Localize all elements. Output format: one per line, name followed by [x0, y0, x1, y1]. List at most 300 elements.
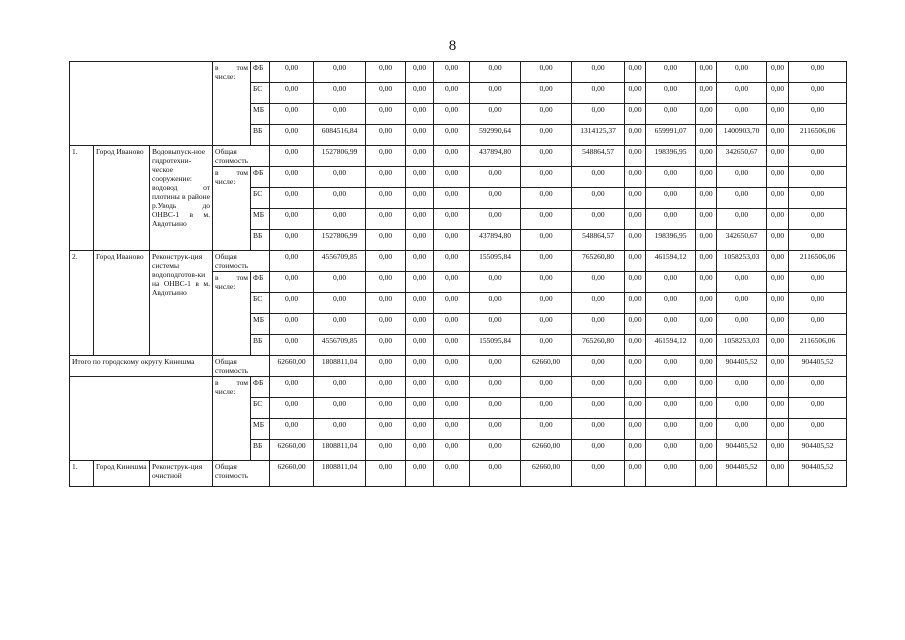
- value-cell: 0,00: [717, 419, 767, 440]
- value-cell: 0,00: [366, 125, 406, 146]
- value-cell: 0,00: [270, 125, 314, 146]
- value-cell: 0,00: [767, 314, 789, 335]
- value-cell: 0,00: [366, 167, 406, 188]
- value-cell: 0,00: [625, 251, 646, 272]
- value-cell: 0,00: [270, 83, 314, 104]
- value-cell: 1808811,04: [314, 440, 366, 461]
- value-cell: 0,00: [696, 440, 717, 461]
- value-cell: 0,00: [767, 251, 789, 272]
- value-cell: 0,00: [434, 62, 470, 83]
- value-cell: 904405,52: [789, 440, 847, 461]
- value-cell: 0,00: [434, 335, 470, 356]
- value-cell: 659991,07: [646, 125, 696, 146]
- value-cell: 62660,00: [521, 461, 572, 487]
- value-cell: 0,00: [434, 398, 470, 419]
- value-cell: 0,00: [572, 62, 625, 83]
- value-cell: 0,00: [625, 335, 646, 356]
- value-cell: 0,00: [366, 251, 406, 272]
- value-cell: 0,00: [646, 440, 696, 461]
- value-cell: 0,00: [521, 419, 572, 440]
- value-cell: 6084516,84: [314, 125, 366, 146]
- value-cell: 0,00: [646, 167, 696, 188]
- value-cell: 0,00: [767, 104, 789, 125]
- value-cell: 0,00: [767, 461, 789, 487]
- value-cell: 0,00: [696, 461, 717, 487]
- source-label: ФБ: [251, 377, 270, 398]
- value-cell: 0,00: [767, 377, 789, 398]
- value-cell: 0,00: [366, 209, 406, 230]
- value-cell: 0,00: [470, 188, 521, 209]
- including-label: в том числе:: [213, 167, 251, 251]
- including-label: в том числе:: [213, 272, 251, 356]
- value-cell: 0,00: [406, 83, 434, 104]
- value-cell: 0,00: [314, 104, 366, 125]
- value-cell: 0,00: [767, 125, 789, 146]
- value-cell: 0,00: [470, 104, 521, 125]
- value-cell: 461594,12: [646, 251, 696, 272]
- value-cell: 0,00: [406, 209, 434, 230]
- value-cell: 0,00: [366, 335, 406, 356]
- value-cell: 0,00: [646, 314, 696, 335]
- value-cell: 0,00: [646, 188, 696, 209]
- value-cell: 0,00: [625, 104, 646, 125]
- value-cell: 0,00: [625, 62, 646, 83]
- source-label: БС: [251, 398, 270, 419]
- source-label: БС: [251, 83, 270, 104]
- value-cell: 0,00: [717, 167, 767, 188]
- value-cell: 0,00: [470, 293, 521, 314]
- value-cell: 0,00: [572, 440, 625, 461]
- value-cell: 0,00: [789, 398, 847, 419]
- including-label: в том числе:: [213, 377, 251, 461]
- total-cost-label: Общая стоимость: [213, 356, 270, 377]
- value-cell: 1527806,99: [314, 230, 366, 251]
- value-cell: 0,00: [406, 314, 434, 335]
- value-cell: 0,00: [406, 398, 434, 419]
- value-cell: 0,00: [696, 125, 717, 146]
- value-cell: 0,00: [625, 188, 646, 209]
- value-cell: 0,00: [521, 209, 572, 230]
- value-cell: 0,00: [434, 146, 470, 167]
- value-cell: 0,00: [434, 293, 470, 314]
- value-cell: 0,00: [789, 62, 847, 83]
- value-cell: 0,00: [366, 377, 406, 398]
- source-label: ФБ: [251, 167, 270, 188]
- value-cell: 0,00: [646, 83, 696, 104]
- value-cell: 0,00: [572, 314, 625, 335]
- item-number: 2.: [70, 251, 94, 356]
- value-cell: 0,00: [767, 356, 789, 377]
- value-cell: 2116506,06: [789, 335, 847, 356]
- value-cell: 0,00: [406, 335, 434, 356]
- value-cell: 0,00: [646, 209, 696, 230]
- value-cell: 0,00: [717, 377, 767, 398]
- value-cell: 0,00: [625, 83, 646, 104]
- value-cell: 0,00: [696, 209, 717, 230]
- value-cell: 0,00: [625, 356, 646, 377]
- value-cell: 4556709,85: [314, 251, 366, 272]
- value-cell: 0,00: [717, 62, 767, 83]
- value-cell: 0,00: [406, 251, 434, 272]
- value-cell: 0,00: [789, 209, 847, 230]
- table-row: [70, 461, 847, 487]
- value-cell: 0,00: [625, 209, 646, 230]
- value-cell: 0,00: [470, 167, 521, 188]
- value-cell: 0,00: [270, 230, 314, 251]
- value-cell: 904405,52: [717, 356, 767, 377]
- value-cell: 0,00: [434, 251, 470, 272]
- value-cell: 0,00: [434, 356, 470, 377]
- value-cell: 0,00: [470, 377, 521, 398]
- value-cell: 0,00: [646, 419, 696, 440]
- value-cell: 0,00: [270, 314, 314, 335]
- item-number: 1.: [70, 461, 94, 487]
- value-cell: 0,00: [572, 461, 625, 487]
- value-cell: 0,00: [406, 188, 434, 209]
- value-cell: 0,00: [789, 104, 847, 125]
- page-number: 8: [448, 38, 457, 54]
- value-cell: 437894,80: [470, 230, 521, 251]
- value-cell: 0,00: [434, 272, 470, 293]
- value-cell: 0,00: [521, 230, 572, 251]
- value-cell: 461594,12: [646, 335, 696, 356]
- value-cell: 0,00: [314, 377, 366, 398]
- value-cell: 0,00: [270, 251, 314, 272]
- value-cell: 0,00: [521, 377, 572, 398]
- value-cell: 548864,57: [572, 146, 625, 167]
- value-cell: 62660,00: [521, 440, 572, 461]
- value-cell: 0,00: [625, 440, 646, 461]
- value-cell: 0,00: [406, 167, 434, 188]
- value-cell: 0,00: [696, 314, 717, 335]
- value-cell: 0,00: [767, 83, 789, 104]
- value-cell: 342650,67: [717, 230, 767, 251]
- value-cell: 0,00: [717, 293, 767, 314]
- value-cell: 0,00: [646, 62, 696, 83]
- table-row: [70, 251, 847, 272]
- value-cell: 0,00: [696, 272, 717, 293]
- value-cell: 0,00: [521, 293, 572, 314]
- item-object: Реконструк-ция системы водоподготов-ки на ОНВС-1 в м. Авдотьино: [150, 251, 213, 356]
- value-cell: 0,00: [767, 62, 789, 83]
- value-cell: 0,00: [625, 125, 646, 146]
- value-cell: 0,00: [767, 146, 789, 167]
- value-cell: 0,00: [470, 419, 521, 440]
- value-cell: 0,00: [434, 230, 470, 251]
- value-cell: 0,00: [696, 230, 717, 251]
- value-cell: 0,00: [646, 398, 696, 419]
- source-label: МБ: [251, 104, 270, 125]
- value-cell: 0,00: [406, 356, 434, 377]
- value-cell: 0,00: [767, 230, 789, 251]
- value-cell: 0,00: [572, 398, 625, 419]
- value-cell: 0,00: [470, 209, 521, 230]
- value-cell: 0,00: [366, 419, 406, 440]
- value-cell: 0,00: [696, 377, 717, 398]
- value-cell: 0,00: [314, 398, 366, 419]
- value-cell: 0,00: [767, 335, 789, 356]
- value-cell: 0,00: [470, 314, 521, 335]
- source-label: ФБ: [251, 272, 270, 293]
- value-cell: 0,00: [717, 398, 767, 419]
- value-cell: 0,00: [521, 314, 572, 335]
- value-cell: 0,00: [572, 83, 625, 104]
- value-cell: 0,00: [572, 377, 625, 398]
- item-object: Водовыпуск-ное гидротехни-ческое сооружение: водовод от плотины в районе р.Уводь до ОНВС-1 в м. Авдотьино: [150, 146, 213, 251]
- source-label: МБ: [251, 209, 270, 230]
- value-cell: 0,00: [434, 104, 470, 125]
- value-cell: 0,00: [270, 419, 314, 440]
- value-cell: 0,00: [625, 146, 646, 167]
- value-cell: 62660,00: [270, 461, 314, 487]
- value-cell: 0,00: [470, 83, 521, 104]
- value-cell: 0,00: [789, 377, 847, 398]
- value-cell: 0,00: [717, 272, 767, 293]
- value-cell: 0,00: [314, 167, 366, 188]
- value-cell: 0,00: [366, 440, 406, 461]
- value-cell: 0,00: [625, 293, 646, 314]
- value-cell: 0,00: [366, 398, 406, 419]
- value-cell: 1058253,03: [717, 251, 767, 272]
- value-cell: 904405,52: [717, 461, 767, 487]
- value-cell: 0,00: [406, 377, 434, 398]
- value-cell: 0,00: [767, 398, 789, 419]
- value-cell: 155095,84: [470, 251, 521, 272]
- value-cell: 198396,95: [646, 146, 696, 167]
- value-cell: 0,00: [717, 104, 767, 125]
- value-cell: 0,00: [625, 377, 646, 398]
- value-cell: 0,00: [572, 104, 625, 125]
- value-cell: 0,00: [521, 146, 572, 167]
- source-label: ВБ: [251, 440, 270, 461]
- empty-cell: [70, 62, 213, 146]
- value-cell: 1808811,04: [314, 356, 366, 377]
- item-object: Реконструк-ция очистной: [150, 461, 213, 487]
- value-cell: 0,00: [434, 419, 470, 440]
- value-cell: 0,00: [646, 461, 696, 487]
- value-cell: 0,00: [314, 83, 366, 104]
- value-cell: 0,00: [406, 293, 434, 314]
- value-cell: 0,00: [366, 83, 406, 104]
- source-label: ФБ: [251, 62, 270, 83]
- value-cell: 0,00: [789, 188, 847, 209]
- value-cell: 0,00: [366, 272, 406, 293]
- table-row: [70, 377, 847, 398]
- value-cell: 0,00: [270, 272, 314, 293]
- value-cell: 0,00: [572, 188, 625, 209]
- value-cell: 0,00: [789, 293, 847, 314]
- value-cell: 1527806,99: [314, 146, 366, 167]
- value-cell: 0,00: [521, 398, 572, 419]
- table-row: [70, 62, 847, 83]
- value-cell: 0,00: [696, 167, 717, 188]
- value-cell: 0,00: [470, 440, 521, 461]
- value-cell: 0,00: [625, 419, 646, 440]
- value-cell: 0,00: [406, 104, 434, 125]
- value-cell: 62660,00: [270, 440, 314, 461]
- value-cell: 0,00: [521, 83, 572, 104]
- value-cell: 342650,67: [717, 146, 767, 167]
- value-cell: 0,00: [470, 461, 521, 487]
- value-cell: 0,00: [470, 398, 521, 419]
- value-cell: 437894,80: [470, 146, 521, 167]
- value-cell: 0,00: [625, 398, 646, 419]
- value-cell: 0,00: [767, 293, 789, 314]
- value-cell: 0,00: [646, 356, 696, 377]
- value-cell: 0,00: [717, 83, 767, 104]
- value-cell: 0,00: [270, 377, 314, 398]
- value-cell: 0,00: [434, 125, 470, 146]
- value-cell: 0,00: [270, 293, 314, 314]
- value-cell: 0,00: [314, 314, 366, 335]
- value-cell: 0,00: [717, 314, 767, 335]
- value-cell: 0,00: [470, 272, 521, 293]
- value-cell: 0,00: [470, 62, 521, 83]
- value-cell: 0,00: [521, 104, 572, 125]
- value-cell: 0,00: [625, 230, 646, 251]
- value-cell: 0,00: [521, 167, 572, 188]
- value-cell: 0,00: [434, 461, 470, 487]
- value-cell: 0,00: [314, 419, 366, 440]
- value-cell: 0,00: [366, 104, 406, 125]
- value-cell: 0,00: [270, 62, 314, 83]
- value-cell: 0,00: [789, 314, 847, 335]
- value-cell: 0,00: [314, 62, 366, 83]
- value-cell: 0,00: [521, 62, 572, 83]
- value-cell: 0,00: [789, 146, 847, 167]
- value-cell: 0,00: [625, 167, 646, 188]
- value-cell: 0,00: [434, 188, 470, 209]
- value-cell: 0,00: [270, 146, 314, 167]
- value-cell: 0,00: [789, 419, 847, 440]
- value-cell: 2116506,06: [789, 125, 847, 146]
- value-cell: 0,00: [789, 83, 847, 104]
- value-cell: 0,00: [406, 461, 434, 487]
- value-cell: 0,00: [625, 314, 646, 335]
- value-cell: 4556709,85: [314, 335, 366, 356]
- value-cell: 0,00: [789, 230, 847, 251]
- value-cell: 0,00: [314, 209, 366, 230]
- funding-table: [69, 61, 847, 487]
- value-cell: 1808811,04: [314, 461, 366, 487]
- including-label: в том числе:: [213, 62, 251, 146]
- value-cell: 0,00: [406, 146, 434, 167]
- value-cell: 0,00: [434, 440, 470, 461]
- source-label: БС: [251, 293, 270, 314]
- value-cell: 2116506,06: [789, 251, 847, 272]
- value-cell: 0,00: [625, 461, 646, 487]
- source-label: ВБ: [251, 335, 270, 356]
- value-cell: 0,00: [434, 167, 470, 188]
- value-cell: 765260,80: [572, 335, 625, 356]
- value-cell: 0,00: [625, 272, 646, 293]
- value-cell: 0,00: [696, 62, 717, 83]
- value-cell: 0,00: [696, 398, 717, 419]
- value-cell: 904405,52: [717, 440, 767, 461]
- value-cell: 0,00: [572, 419, 625, 440]
- source-label: МБ: [251, 314, 270, 335]
- value-cell: 0,00: [270, 188, 314, 209]
- value-cell: 0,00: [366, 293, 406, 314]
- value-cell: 0,00: [717, 188, 767, 209]
- value-cell: 0,00: [696, 251, 717, 272]
- value-cell: 0,00: [270, 167, 314, 188]
- value-cell: 0,00: [366, 188, 406, 209]
- value-cell: 0,00: [434, 83, 470, 104]
- value-cell: 0,00: [406, 230, 434, 251]
- item-locality: Город Иваново: [94, 251, 150, 356]
- value-cell: 0,00: [521, 188, 572, 209]
- value-cell: 0,00: [434, 377, 470, 398]
- value-cell: 198396,95: [646, 230, 696, 251]
- value-cell: 0,00: [572, 272, 625, 293]
- value-cell: 0,00: [270, 335, 314, 356]
- value-cell: 904405,52: [789, 461, 847, 487]
- value-cell: 1314125,37: [572, 125, 625, 146]
- value-cell: 0,00: [366, 461, 406, 487]
- value-cell: 0,00: [314, 272, 366, 293]
- value-cell: 0,00: [521, 251, 572, 272]
- value-cell: 0,00: [789, 272, 847, 293]
- value-cell: 548864,57: [572, 230, 625, 251]
- value-cell: 0,00: [406, 125, 434, 146]
- item-number: 1.: [70, 146, 94, 251]
- value-cell: 62660,00: [270, 356, 314, 377]
- value-cell: 0,00: [696, 188, 717, 209]
- value-cell: 0,00: [767, 272, 789, 293]
- item-locality: Город Иваново: [94, 146, 150, 251]
- value-cell: 0,00: [572, 293, 625, 314]
- value-cell: 0,00: [406, 272, 434, 293]
- value-cell: 0,00: [646, 104, 696, 125]
- value-cell: 1058253,03: [717, 335, 767, 356]
- value-cell: 0,00: [406, 419, 434, 440]
- value-cell: 0,00: [314, 188, 366, 209]
- value-cell: 1400903,70: [717, 125, 767, 146]
- value-cell: 0,00: [696, 104, 717, 125]
- total-cost-label: Общая стоимость: [213, 251, 270, 272]
- value-cell: 0,00: [696, 146, 717, 167]
- value-cell: 904405,52: [789, 356, 847, 377]
- value-cell: 0,00: [572, 356, 625, 377]
- source-label: ВБ: [251, 230, 270, 251]
- empty-cell: [70, 377, 213, 461]
- value-cell: 0,00: [366, 62, 406, 83]
- value-cell: 0,00: [646, 377, 696, 398]
- value-cell: 0,00: [767, 188, 789, 209]
- value-cell: 0,00: [696, 419, 717, 440]
- value-cell: 0,00: [789, 167, 847, 188]
- value-cell: 0,00: [646, 293, 696, 314]
- value-cell: 592990,64: [470, 125, 521, 146]
- value-cell: 0,00: [434, 209, 470, 230]
- value-cell: 0,00: [767, 167, 789, 188]
- value-cell: 0,00: [572, 209, 625, 230]
- value-cell: 0,00: [521, 335, 572, 356]
- value-cell: 0,00: [366, 146, 406, 167]
- table-row: [70, 356, 847, 377]
- value-cell: 0,00: [314, 293, 366, 314]
- value-cell: 0,00: [406, 62, 434, 83]
- value-cell: 0,00: [366, 356, 406, 377]
- total-cost-label: Общая стоимость: [213, 461, 270, 487]
- value-cell: 0,00: [521, 272, 572, 293]
- value-cell: 0,00: [696, 335, 717, 356]
- value-cell: 0,00: [521, 125, 572, 146]
- kineshma-total-label: Итого по городскому округу Кинешма: [70, 356, 213, 377]
- value-cell: 0,00: [767, 209, 789, 230]
- value-cell: 0,00: [646, 272, 696, 293]
